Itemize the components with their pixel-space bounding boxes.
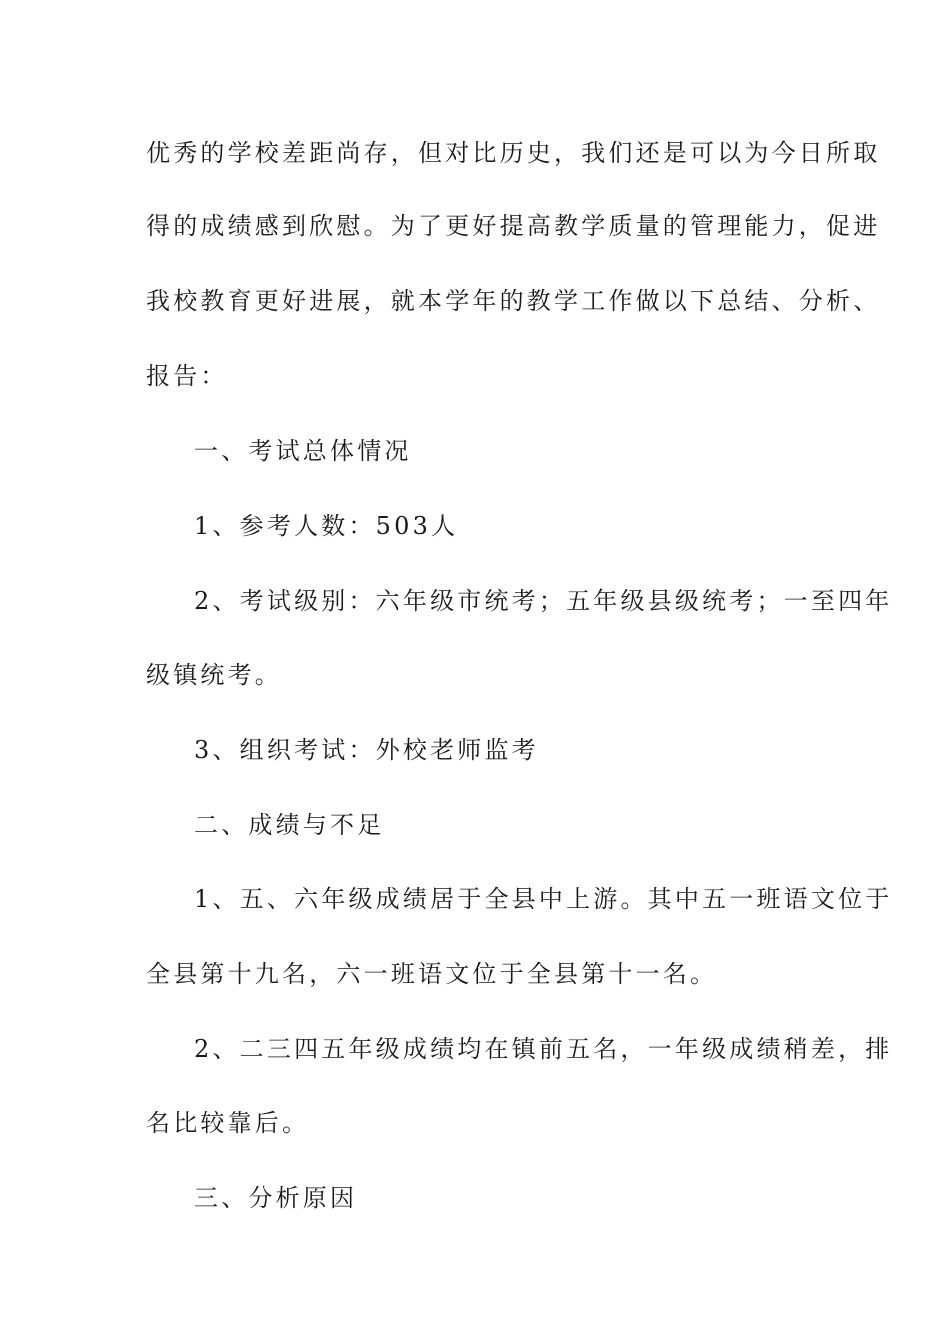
list-item: 1、五、六年级成绩居于全县中上游。其中五一班语文位于 [194, 885, 893, 913]
paragraph-line: 级镇统考。 [146, 661, 282, 689]
paragraph-line: 名比较靠后。 [146, 1109, 310, 1137]
list-item: 3、组织考试：外校老师监考 [194, 736, 539, 764]
paragraph-line: 得的成绩感到欣慰。为了更好提高教学质量的管理能力，促进 [146, 212, 881, 240]
section-heading: 三、分析原因 [194, 1184, 358, 1212]
paragraph-line: 报告： [146, 362, 228, 390]
list-item: 2、考试级别：六年级市统考；五年级县级统考；一至四年 [194, 587, 893, 615]
list-item: 2、二三四五年级成绩均在镇前五名，一年级成绩稍差，排 [194, 1035, 893, 1063]
list-item: 1、参考人数：503人 [194, 512, 459, 540]
section-heading: 二、成绩与不足 [194, 811, 385, 839]
section-heading: 一、考试总体情况 [194, 437, 412, 465]
paragraph-line: 我校教育更好进展，就本学年的教学工作做以下总结、分析、 [146, 287, 881, 315]
paragraph-line: 优秀的学校差距尚存，但对比历史，我们还是可以为今日所取 [146, 139, 881, 167]
paragraph-line: 全县第十九名，六一班语文位于全县第十一名。 [146, 960, 718, 988]
